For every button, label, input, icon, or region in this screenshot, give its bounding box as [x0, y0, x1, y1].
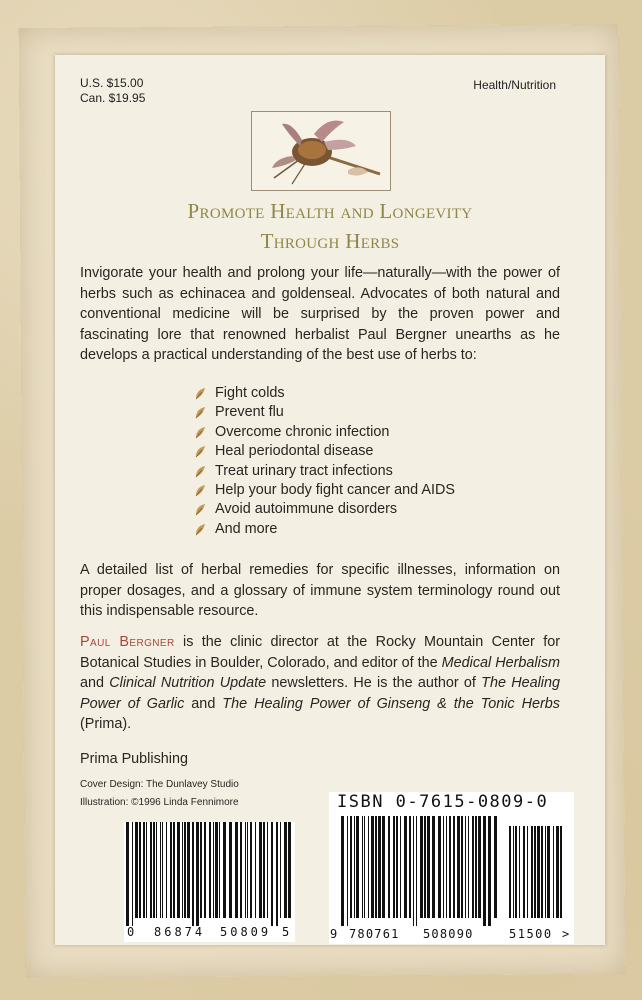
barcode-bar: [219, 822, 220, 918]
barcode-bar: [146, 822, 147, 918]
barcode-bar: [537, 826, 540, 918]
barcode-bar: [547, 826, 550, 918]
ean-bars: [339, 816, 499, 926]
leaf-bullet-icon: [194, 523, 206, 536]
details-paragraph: A detailed list of herbal remedies for specific illnesses, information on proper dosages, and a glossary of immune system terminology round out this indispensable resource.: [80, 562, 560, 619]
barcode-bar: [150, 822, 152, 918]
barcode-bar: [187, 822, 190, 918]
ean-left-digits: 780761: [349, 927, 400, 941]
barcode-bar: [255, 822, 256, 918]
leaf-bullet-icon: [194, 406, 206, 419]
barcode-bar: [245, 822, 246, 918]
addon-mark: >: [562, 927, 570, 941]
barcode-bar: [213, 822, 214, 918]
barcode-bar: [416, 816, 417, 926]
barcode-bar: [488, 816, 491, 926]
barcode-bar: [153, 822, 155, 918]
barcode-bar: [259, 822, 262, 918]
barcode-bar: [509, 826, 511, 918]
barcode-bar: [132, 822, 133, 926]
barcode-bar: [368, 816, 369, 918]
list-item: [194, 462, 455, 481]
barcode-bar: [223, 822, 226, 918]
barcode-bar: [182, 822, 183, 918]
barcode-bar: [364, 816, 365, 918]
barcode-bar: [483, 816, 486, 926]
headline-line-1: Promote Health and Longevity: [187, 199, 473, 223]
barcode-bar: [347, 816, 348, 926]
bio-title: Clinical Nutrition Update: [109, 675, 267, 691]
barcode-bar: [139, 822, 141, 918]
cover-design-credit: Cover Design: The Dunlavey Studio: [80, 779, 239, 790]
barcode-bar: [375, 816, 377, 918]
barcode-bar: [378, 816, 381, 918]
isbn-number: ISBN 0-7615-0809-0: [337, 792, 549, 812]
barcode-bar: [267, 822, 268, 918]
echinacea-illustration: [251, 111, 391, 191]
barcode-bar: [388, 816, 390, 918]
list-item-text: And more: [215, 520, 278, 537]
price-canada: Can. $19.95: [80, 91, 146, 105]
price-block: [80, 76, 145, 106]
barcode-bar: [427, 816, 430, 918]
barcode-bar: [276, 822, 278, 926]
barcode-bar: [396, 816, 398, 918]
illustration-credit: Illustration: ©1996 Linda Fennimore: [80, 797, 239, 808]
isbn-barcode: [329, 792, 574, 944]
barcode-bar: [438, 816, 441, 918]
list-item-text: Overcome chronic infection: [215, 423, 390, 440]
barcode-bar: [341, 816, 344, 926]
barcode-bar: [173, 822, 175, 918]
barcode-bar: [170, 822, 172, 918]
list-item-text: Prevent flu: [215, 404, 284, 421]
list-item: [194, 384, 455, 403]
leaf-bullet-icon: [194, 503, 206, 516]
barcode-bar: [240, 822, 242, 918]
upc-first-digit: 0: [127, 925, 135, 939]
bio-text: (Prima).: [80, 716, 132, 732]
barcode-bar: [371, 816, 374, 918]
barcode-bar: [432, 816, 435, 918]
barcode-bar: [531, 826, 533, 918]
headline-line-2: Through Herbs: [260, 229, 400, 253]
barcode-bar: [192, 822, 194, 926]
barcode-bar: [424, 816, 426, 918]
barcode-bar: [135, 822, 138, 918]
list-item: [194, 423, 455, 442]
bio-title: Medical Herbalism: [441, 654, 561, 671]
barcode-bar: [468, 816, 469, 918]
echinacea-flower-icon: [252, 112, 390, 190]
list-item-text: Help your body fight cancer and AIDS: [215, 482, 455, 499]
benefit-list: [194, 384, 455, 539]
author-name: Paul Bergner: [80, 634, 175, 650]
barcode-bar: [556, 826, 559, 918]
barcode-bar: [393, 816, 395, 918]
barcode-bar: [541, 826, 543, 918]
barcode-bar: [461, 816, 463, 918]
barcode-bar: [513, 826, 514, 918]
upc-right-digits: 50809: [220, 925, 272, 939]
barcode-bar: [443, 816, 444, 918]
barcode-bar: [354, 816, 355, 918]
barcode-bar: [209, 822, 211, 918]
ean-first-digit: 9: [330, 927, 338, 941]
list-item: [194, 500, 455, 519]
leaf-bullet-icon: [194, 445, 206, 458]
barcode-bar: [284, 822, 287, 918]
barcode-bar: [472, 816, 474, 918]
barcode-bar: [453, 816, 455, 918]
barcode-bar: [177, 822, 180, 918]
barcode-bar: [235, 822, 238, 918]
bio-text: and: [80, 675, 110, 691]
category-label: Health/Nutrition: [473, 78, 556, 92]
list-item: [194, 442, 455, 461]
barcode-bar: [545, 826, 546, 918]
barcode-bar: [560, 826, 562, 918]
barcode-bar: [166, 822, 167, 918]
barcode-bar: [527, 826, 528, 918]
leaf-bullet-icon: [194, 484, 206, 497]
leaf-bullet-icon: [194, 426, 206, 439]
barcode-bar: [382, 816, 385, 918]
headline: [55, 196, 605, 256]
bio-text: newsletters. He is the author of: [266, 675, 482, 691]
addon-digits: 51500: [509, 927, 553, 941]
intro-paragraph: Invigorate your health and prolong your life—naturally—with the power of herbs such as echinacea and goldenseal. Advocates of both natural and conventional medicine will be surprised by the proven power and fascinating lore that renowned herbalist Paul Bergner unearths as he develops a practical understanding of the best use of herbs to:: [80, 265, 560, 363]
barcode-bar: [420, 816, 423, 918]
barcode-bar: [263, 822, 265, 918]
bio-text: and: [184, 695, 223, 712]
barcode-bar: [515, 826, 517, 918]
barcode-bar: [400, 816, 401, 918]
barcode-bar: [413, 816, 414, 926]
barcode-bar: [160, 822, 161, 918]
barcode-bar: [288, 822, 291, 918]
barcode-bar: [478, 816, 481, 918]
barcode-bar: [553, 826, 554, 918]
barcode-bar: [250, 822, 252, 918]
barcode-bar: [126, 822, 129, 926]
barcode-bar: [247, 822, 248, 918]
barcode-bar: [143, 822, 145, 918]
list-item-text: Fight colds: [215, 385, 285, 401]
bio-text: is the clinic director at the Rocky Mountain Center for Botanical Studies in Boulder, Colorado, and editor of the: [80, 634, 560, 671]
upc-barcode: [124, 822, 295, 942]
list-item-text: Heal periodontal disease: [215, 443, 374, 460]
author-bio: [80, 632, 560, 735]
barcode-bar: [457, 816, 460, 918]
bio-title: The Healing Power of Garlic: [80, 675, 560, 712]
barcode-bar: [204, 822, 206, 918]
list-item-text: Treat urinary tract infections: [215, 462, 393, 479]
barcode-bar: [404, 816, 407, 918]
leaf-bullet-icon: [194, 465, 206, 478]
barcode-bar: [409, 816, 411, 918]
list-item-text: Avoid autoimmune disorders: [215, 501, 398, 518]
barcode-bar: [184, 822, 186, 918]
publisher-name: Prima Publishing: [80, 751, 188, 767]
barcode-bar: [280, 822, 281, 918]
bio-title: The Healing Power of Ginseng & the Tonic Herbs: [222, 695, 560, 712]
upc-last-digit: 5: [282, 925, 290, 939]
barcode-bar: [200, 822, 202, 918]
barcode-bar: [271, 822, 273, 926]
barcode-bar: [215, 822, 218, 918]
barcode-bar: [494, 816, 497, 918]
addon-bars: [507, 826, 567, 926]
barcode-bar: [350, 816, 352, 918]
upc-left-digits: 86874: [154, 925, 206, 939]
leaf-bullet-icon: [194, 387, 206, 400]
upc-bars: [124, 822, 295, 926]
barcode-bar: [475, 816, 477, 918]
barcode-bar: [362, 816, 363, 918]
barcode-bar: [446, 816, 447, 918]
list-item: [194, 481, 455, 500]
barcode-bar: [196, 822, 199, 926]
barcode-bar: [156, 822, 157, 918]
barcode-bar: [519, 826, 520, 918]
barcode-bar: [356, 816, 359, 918]
price-us: U.S. $15.00: [80, 76, 144, 90]
barcode-bar: [229, 822, 232, 918]
barcode-bar: [449, 816, 451, 918]
list-item: [194, 520, 455, 539]
ean-right-digits: 508090: [423, 927, 474, 941]
list-item: [194, 403, 455, 422]
barcode-bar: [162, 822, 163, 918]
barcode-bar: [465, 816, 466, 918]
barcode-bar: [523, 826, 525, 918]
barcode-bar: [534, 826, 536, 918]
